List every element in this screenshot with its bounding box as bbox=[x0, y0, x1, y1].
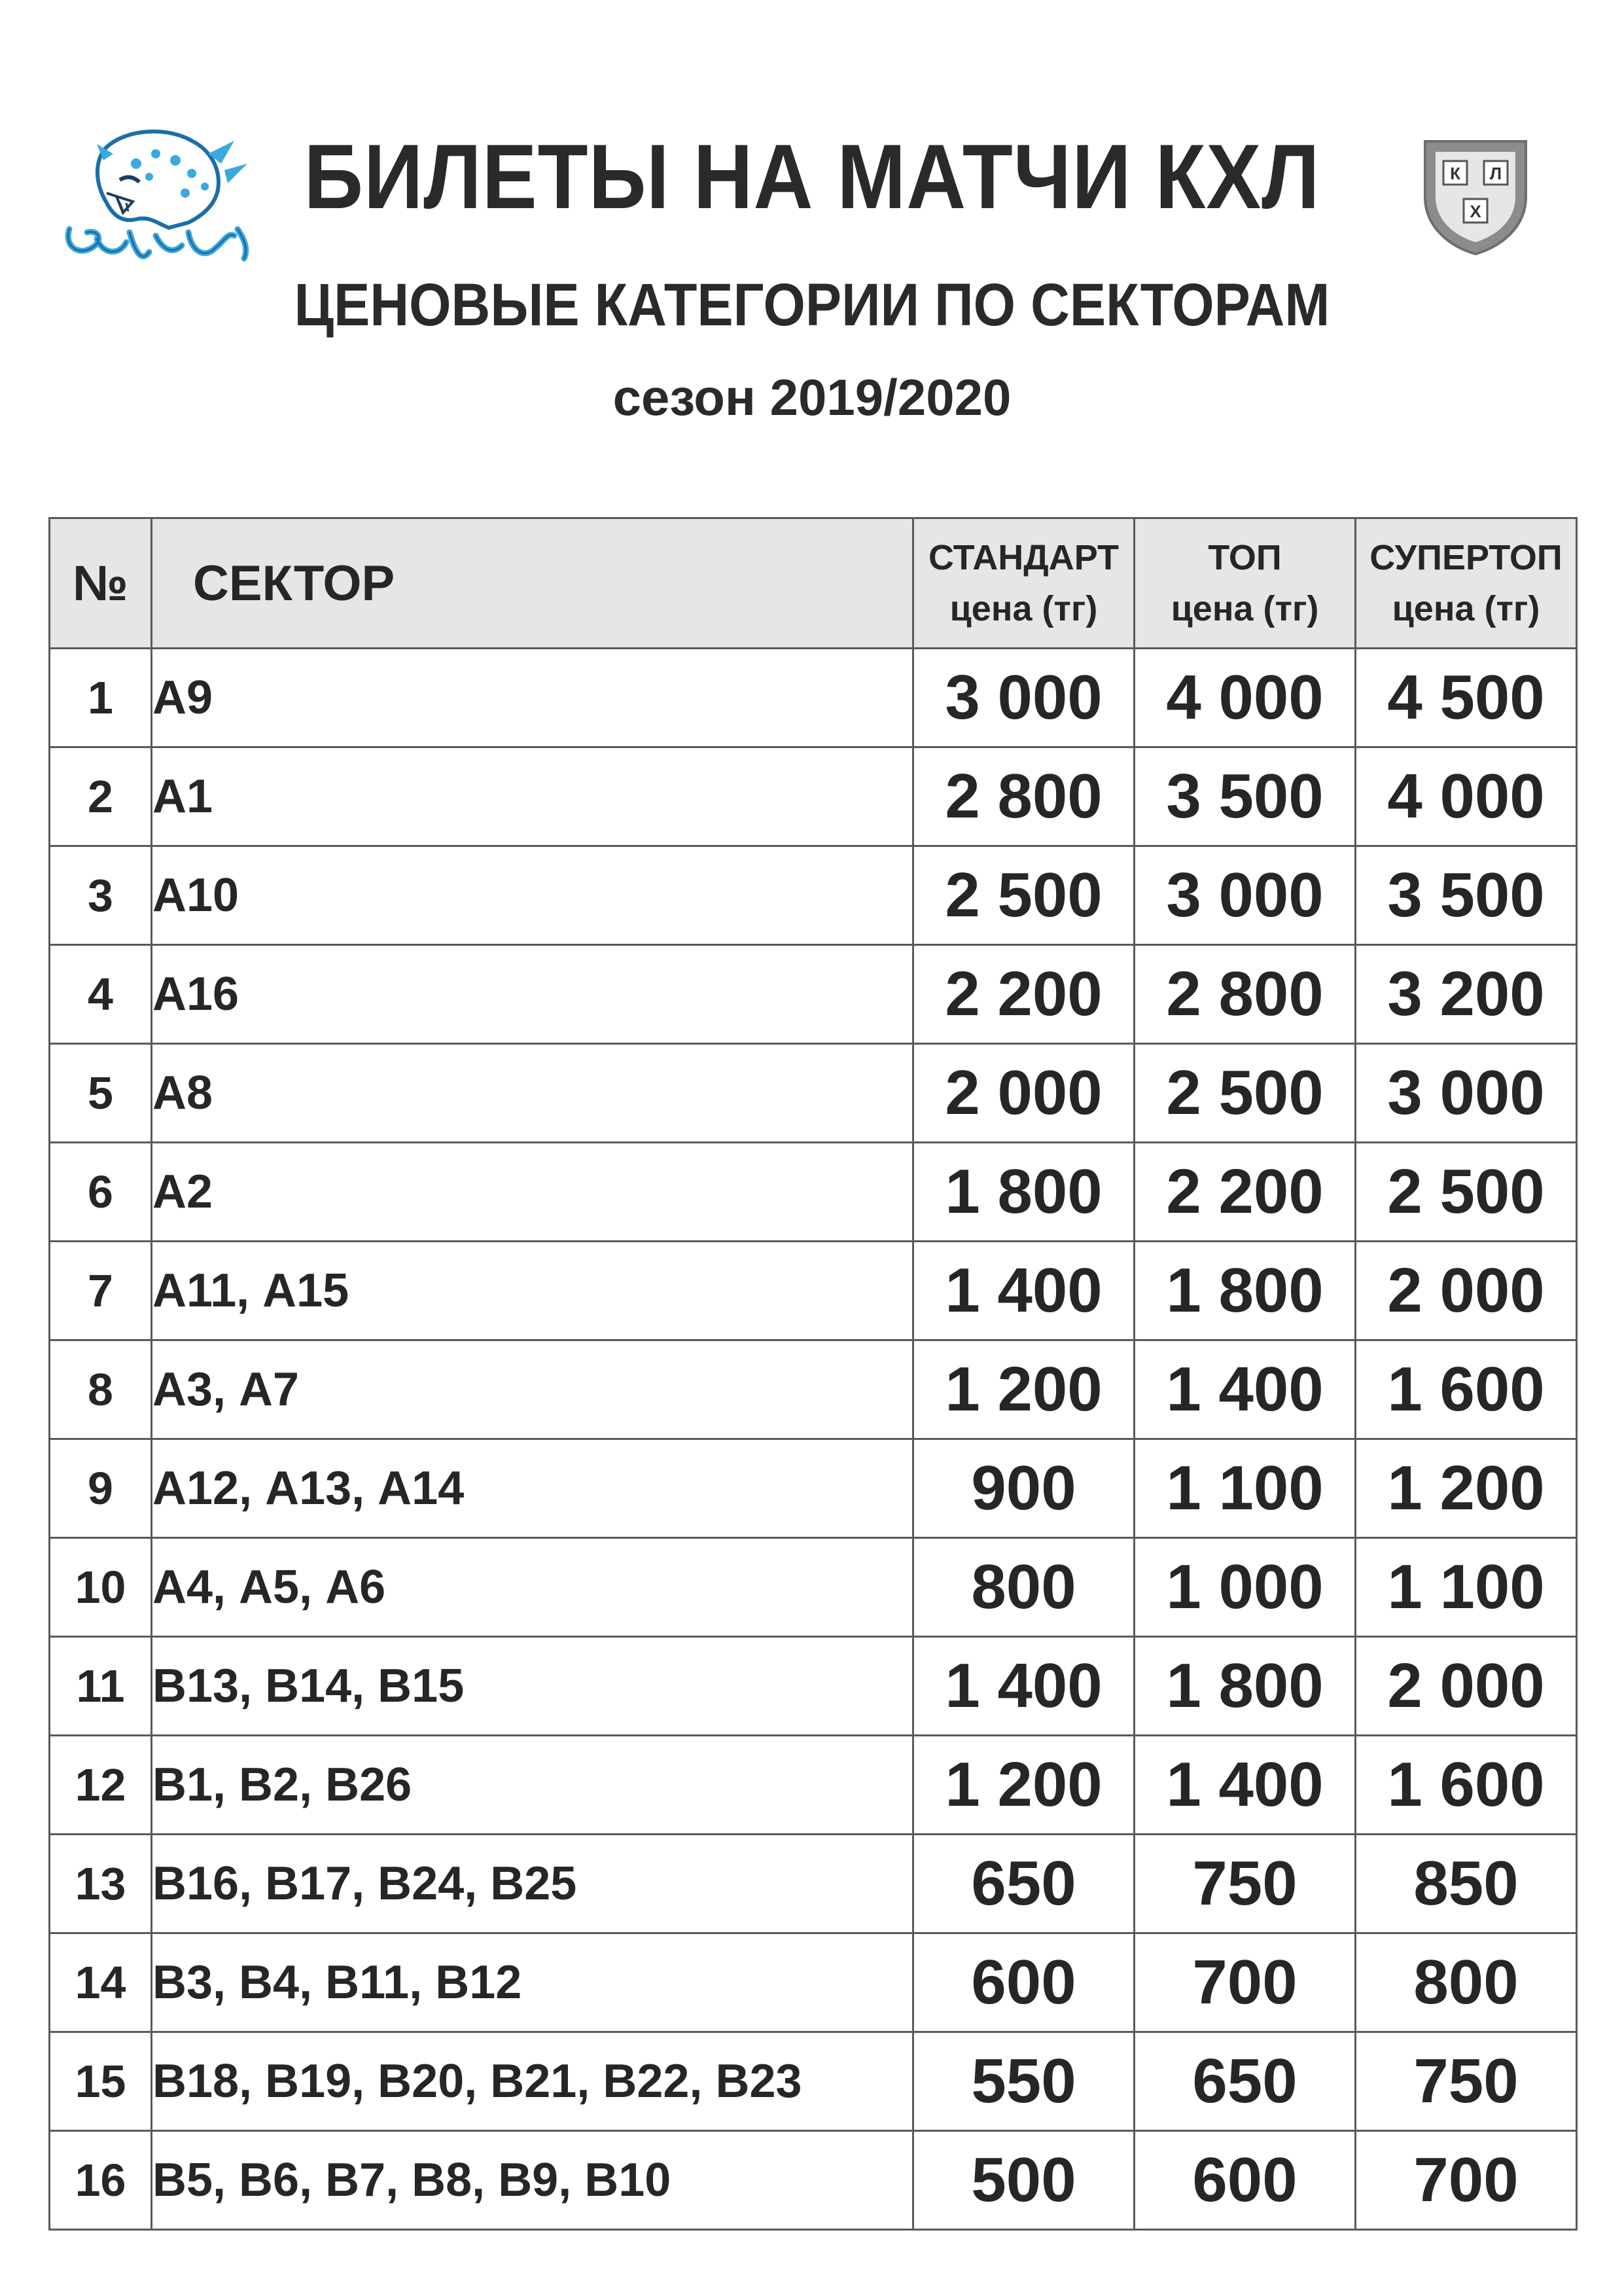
table-row bbox=[50, 1637, 1577, 1736]
column-header-standard bbox=[913, 518, 1135, 649]
row-sector: В16, В17, В24, В25 bbox=[152, 1835, 913, 1933]
row-price-standard: 1 200 bbox=[913, 1736, 1135, 1835]
row-sector: А11, А15 bbox=[152, 1242, 913, 1340]
row-price-top: 1 800 bbox=[1135, 1242, 1356, 1340]
column-header-supertop bbox=[1356, 518, 1577, 649]
row-price-supertop: 1 200 bbox=[1356, 1439, 1577, 1538]
table-row bbox=[50, 945, 1577, 1044]
column-header-top-label: ТОП bbox=[1208, 537, 1282, 577]
row-number: 12 bbox=[50, 1736, 152, 1835]
table-row bbox=[50, 1044, 1577, 1143]
row-number: 16 bbox=[50, 2131, 152, 2230]
row-price-supertop: 3 200 bbox=[1356, 945, 1577, 1044]
row-number: 2 bbox=[50, 747, 152, 846]
row-price-top: 700 bbox=[1135, 1933, 1356, 2032]
row-number: 9 bbox=[50, 1439, 152, 1538]
price-table bbox=[48, 517, 1578, 2231]
row-price-supertop: 1 600 bbox=[1356, 1340, 1577, 1439]
row-number: 7 bbox=[50, 1242, 152, 1340]
khl-letter: Х bbox=[1470, 202, 1481, 221]
row-sector: В5, В6, В7, В8, В9, В10 bbox=[152, 2131, 913, 2230]
row-number: 11 bbox=[50, 1637, 152, 1736]
row-sector: А3, А7 bbox=[152, 1340, 913, 1439]
row-price-top: 600 bbox=[1135, 2131, 1356, 2230]
row-price-top: 650 bbox=[1135, 2032, 1356, 2131]
row-sector: А9 bbox=[152, 649, 913, 747]
row-sector: В1, В2, В26 bbox=[152, 1736, 913, 1835]
row-price-top: 750 bbox=[1135, 1835, 1356, 1933]
row-price-top: 1 400 bbox=[1135, 1340, 1356, 1439]
row-price-standard: 550 bbox=[913, 2032, 1135, 2131]
row-price-supertop: 1 100 bbox=[1356, 1538, 1577, 1637]
row-price-top: 3 500 bbox=[1135, 747, 1356, 846]
row-number: 15 bbox=[50, 2032, 152, 2131]
row-price-supertop: 4 000 bbox=[1356, 747, 1577, 846]
table-row bbox=[50, 2032, 1577, 2131]
column-header-supertop-label: СУПЕРТОП bbox=[1369, 537, 1562, 577]
row-price-standard: 600 bbox=[913, 1933, 1135, 2032]
row-sector: В18, В19, В20, В21, В22, В23 bbox=[152, 2032, 913, 2131]
row-price-supertop: 750 bbox=[1356, 2032, 1577, 2131]
row-sector: В13, В14, В15 bbox=[152, 1637, 913, 1736]
row-price-standard: 2 500 bbox=[913, 846, 1135, 945]
row-number: 10 bbox=[50, 1538, 152, 1637]
column-header-number: № bbox=[50, 518, 152, 649]
row-sector: А16 bbox=[152, 945, 913, 1044]
page-title: БИЛЕТЫ НА МАТЧИ КХЛ bbox=[304, 125, 1320, 228]
table-row bbox=[50, 1143, 1577, 1242]
row-sector: А8 bbox=[152, 1044, 913, 1143]
row-price-top: 3 000 bbox=[1135, 846, 1356, 945]
row-number: 8 bbox=[50, 1340, 152, 1439]
row-price-top: 2 200 bbox=[1135, 1143, 1356, 1242]
table-row bbox=[50, 2131, 1577, 2230]
column-header-standard-label: СТАНДАРТ bbox=[928, 537, 1119, 577]
row-number: 14 bbox=[50, 1933, 152, 2032]
column-header-sector: СЕКТОР bbox=[152, 518, 913, 649]
row-price-supertop: 2 000 bbox=[1356, 1242, 1577, 1340]
row-price-standard: 900 bbox=[913, 1439, 1135, 1538]
row-number: 1 bbox=[50, 649, 152, 747]
row-price-standard: 1 800 bbox=[913, 1143, 1135, 1242]
column-header-supertop-unit: цена (тг) bbox=[1392, 589, 1540, 628]
row-price-top: 2 800 bbox=[1135, 945, 1356, 1044]
row-price-top: 1 400 bbox=[1135, 1736, 1356, 1835]
row-price-top: 2 500 bbox=[1135, 1044, 1356, 1143]
page-subtitle: ЦЕНОВЫЕ КАТЕГОРИИ ПО СЕКТОРАМ bbox=[294, 272, 1330, 338]
row-price-standard: 2 800 bbox=[913, 747, 1135, 846]
table-row bbox=[50, 846, 1577, 945]
row-price-top: 1 100 bbox=[1135, 1439, 1356, 1538]
row-price-standard: 2 200 bbox=[913, 945, 1135, 1044]
row-price-supertop: 800 bbox=[1356, 1933, 1577, 2032]
row-price-standard: 500 bbox=[913, 2131, 1135, 2230]
row-price-supertop: 850 bbox=[1356, 1835, 1577, 1933]
row-price-standard: 650 bbox=[913, 1835, 1135, 1933]
table-row bbox=[50, 1439, 1577, 1538]
khl-shield-logo-icon bbox=[1417, 135, 1534, 258]
row-number: 4 bbox=[50, 945, 152, 1044]
row-price-standard: 1 400 bbox=[913, 1637, 1135, 1736]
row-sector: А1 bbox=[152, 747, 913, 846]
row-price-supertop: 700 bbox=[1356, 2131, 1577, 2230]
season-label: сезон 2019/2020 bbox=[612, 368, 1012, 426]
column-header-top bbox=[1135, 518, 1356, 649]
column-header-top-unit: цена (тг) bbox=[1171, 589, 1319, 628]
row-price-supertop: 4 500 bbox=[1356, 649, 1577, 747]
row-price-top: 4 000 bbox=[1135, 649, 1356, 747]
table-row bbox=[50, 747, 1577, 846]
table-row bbox=[50, 1835, 1577, 1933]
row-price-standard: 2 000 bbox=[913, 1044, 1135, 1143]
column-header-standard-unit: цена (тг) bbox=[949, 589, 1098, 628]
table-row bbox=[50, 1242, 1577, 1340]
khl-letter: К bbox=[1450, 164, 1460, 183]
row-price-standard: 1 400 bbox=[913, 1242, 1135, 1340]
table-row bbox=[50, 649, 1577, 747]
khl-letter: Л bbox=[1489, 164, 1502, 183]
row-sector: А2 bbox=[152, 1143, 913, 1242]
row-number: 6 bbox=[50, 1143, 152, 1242]
row-price-supertop: 3 500 bbox=[1356, 846, 1577, 945]
table-row bbox=[50, 1736, 1577, 1835]
row-price-supertop: 2 000 bbox=[1356, 1637, 1577, 1736]
row-price-standard: 1 200 bbox=[913, 1340, 1135, 1439]
row-price-top: 1 000 bbox=[1135, 1538, 1356, 1637]
row-number: 3 bbox=[50, 846, 152, 945]
table-row bbox=[50, 1340, 1577, 1439]
row-price-top: 1 800 bbox=[1135, 1637, 1356, 1736]
row-number: 13 bbox=[50, 1835, 152, 1933]
table-row bbox=[50, 1933, 1577, 2032]
row-price-standard: 800 bbox=[913, 1538, 1135, 1637]
table-row bbox=[50, 1538, 1577, 1637]
row-sector: А12, А13, А14 bbox=[152, 1439, 913, 1538]
table-header-row bbox=[50, 518, 1577, 649]
row-sector: В3, В4, В11, В12 bbox=[152, 1933, 913, 2032]
row-price-supertop: 1 600 bbox=[1356, 1736, 1577, 1835]
row-price-standard: 3 000 bbox=[913, 649, 1135, 747]
row-sector: А10 bbox=[152, 846, 913, 945]
row-number: 5 bbox=[50, 1044, 152, 1143]
row-price-supertop: 3 000 bbox=[1356, 1044, 1577, 1143]
row-sector: А4, А5, А6 bbox=[152, 1538, 913, 1637]
row-price-supertop: 2 500 bbox=[1356, 1143, 1577, 1242]
